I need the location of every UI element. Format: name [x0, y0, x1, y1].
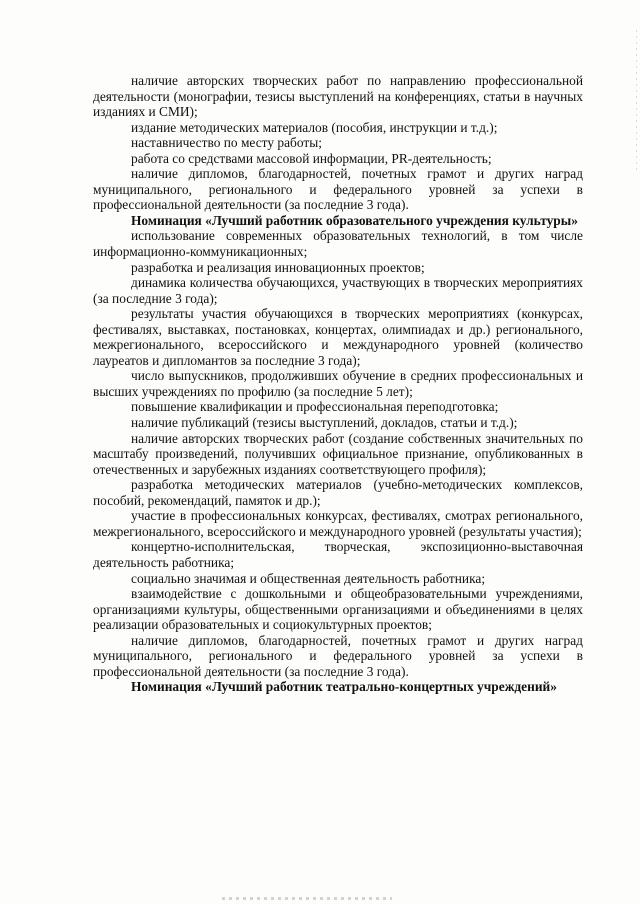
scan-edge-artifact — [636, 30, 637, 170]
criterion-students-results: результаты участия обучающихся в творческих мероприятиях (конкурсах, фестивалях, выставках, постановках, концертах, олимпиадах и др.) регионального, межрегионального, всероссийского и международного уровней (количество лауреатов и дипломантов за последние 3 года); — [93, 306, 583, 368]
criterion-qualification: повышение квалификации и профессиональная переподготовка; — [131, 399, 499, 415]
criterion-cooperation: взаимодействие с дошкольными и общеобразовательными учреждениями, организациями культуры, общественными организациями и объединениями в целях реализации образовательных и социокультурных проектов; — [93, 586, 583, 633]
criterion-contests: участие в профессиональных конкурсах, фестивалях, смотрах регионального, межрегионального, всероссийского и международного уровней (результаты участия); — [93, 508, 583, 539]
criterion-students-dynamics: динамика количества обучающихся, участвующих в творческих мероприятиях (за последние 3 года); — [93, 275, 583, 306]
criterion-graduates: число выпускников, продолживших обучение в средних профессиональных и высших учреждениях по профилю (за последние 5 лет); — [93, 368, 583, 399]
criterion-publications: наличие публикаций (тезисы выступлений, докладов, статьи и т.д.); — [131, 415, 518, 431]
nomination-heading-theatre: Номинация «Лучший работник театрально-концертных учреждений» — [131, 679, 557, 695]
criterion-author-works: наличие авторских творческих работ по направлению профессиональной деятельности (монографии, тезисы выступлений на конференциях, статьи в научных изданиях и СМИ); — [93, 73, 583, 120]
criterion-methodical-materials: издание методических материалов (пособия, инструкции и т.д.); — [131, 119, 498, 135]
nomination-heading-education: Номинация «Лучший работник образовательного учреждения культуры» — [131, 212, 578, 228]
criterion-innovation-projects: разработка и реализация инновационных проектов; — [131, 259, 425, 275]
criterion-awards: наличие дипломов, благодарностей, почетных грамот и других наград муниципального, регионального и федерального уровней за успехи в профессиональной деятельности (за последние 3 года). — [93, 166, 583, 213]
criterion-social-activity: социально значимая и общественная деятельность работника; — [131, 570, 486, 586]
criterion-media-work: работа со средствами массовой информации, PR-деятельность; — [131, 150, 492, 166]
criterion-concert-activity: концертно-исполнительская, творческая, экспозиционно-выставочная деятельность работника; — [93, 539, 583, 570]
criterion-modern-technologies: использование современных образовательных технологий, в том числе информационно-коммуникационных; — [93, 228, 583, 260]
criterion-creative-works: наличие авторских творческих работ (создание собственных значительных по масштабу произведений, получивших официальное признание, опубликованных в отечественных и зарубежных изданиях соответствующего профиля); — [93, 430, 583, 477]
criterion-methodical-development: разработка методических материалов (учебно-методических комплексов, пособий, рекомендаций, памяток и др.); — [93, 477, 583, 508]
criterion-mentoring: наставничество по месту работы; — [131, 135, 322, 151]
scan-bottom-artifact — [222, 897, 392, 900]
criterion-awards-education: наличие дипломов, благодарностей, почетных грамот и других наград муниципального, регионального и федерального уровней за успехи в профессиональной деятельности (за последние 3 года). — [93, 632, 583, 679]
document-body — [93, 73, 583, 695]
